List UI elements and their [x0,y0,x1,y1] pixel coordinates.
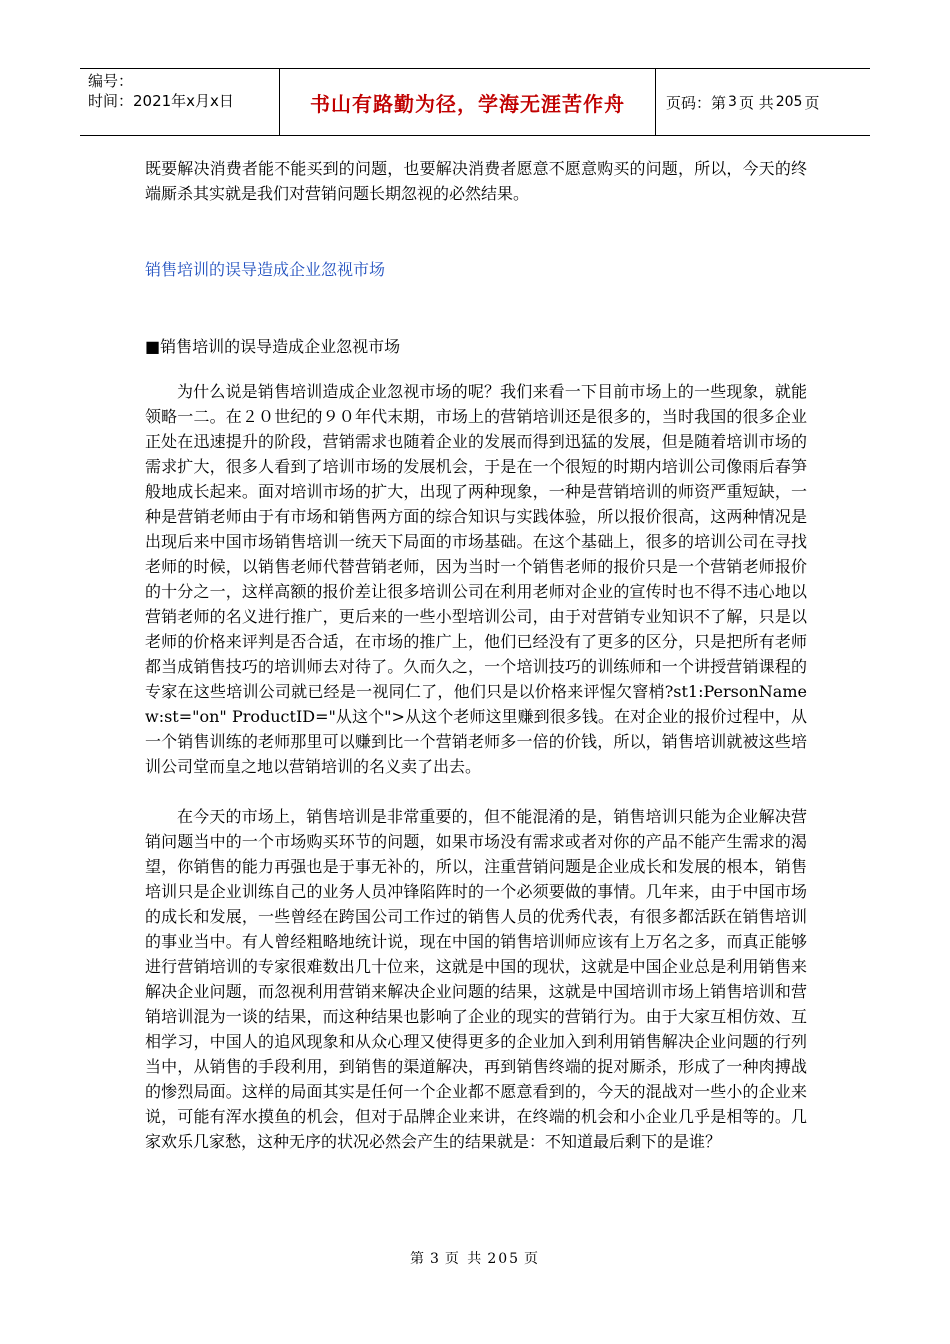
document-time-label: 时间：2021年x月x日 [88,92,234,110]
header-page-current: 3 [728,94,737,110]
section-heading: ■销售培训的误导造成企业忽视市场 [145,337,401,356]
footer-suffix: 页 [524,1251,541,1267]
footer-prefix: 第 [409,1251,426,1267]
header-page-prefix: 页码：第 [666,93,727,112]
header-page-suffix: 页 [804,93,820,112]
section-link-heading[interactable]: 销售培训的误导造成企业忽视市场 [145,260,386,279]
header-motto: 书山有路勤为径，学海无涯苦作舟 [280,69,656,135]
footer-page-current: 3 [429,1251,441,1267]
paragraph-intro: 既要解决消费者能不能买到的问题，也要解决消费者愿意不愿意购买的问题，所以，今天的终端厮杀其实就是我们对营销问题长期忽视的必然结果。 [145,159,807,203]
page-footer [0,1248,950,1268]
header-meta [80,69,280,135]
paragraph-body-2: 在今天的市场上，销售培训是非常重要的，但不能混淆的是，销售培训只能为企业解决营销问题当中的一个市场购买环节的问题，如果市场没有需求或者对你的产品不能产生需求的渴望，你销售的能力再强也是于事无补的，所以，注重营销问题是企业成长和发展的根本，销售培训只是企业训练自己的业务人员冲锋陷阵时的一个必须要做的事情。几年来，由于中国市场的成长和发展，一些曾经在跨国公司工作过的销售人员的优秀代表，有很多都活跃在销售培训的事业当中。有人曾经粗略地统计说，现在中国的销售培训师应该有上万名之多，而真正能够进行营销培训的专家很难数出几十位来，这就是中国的现状，这就是中国企业总是利用销售来解决企业问题，而忽视利用营销来解决企业问题的结果，这就是中国培训市场上销售培训和营销培训混为一谈的结果，而这种结果也影响了企业的现实的营销行为。由于大家互相仿效、互相学习，中国人的追风现象和从众心理又使得更多的企业加入到利用销售解决企业问题的行列当中，从销售的手段利用，到销售的渠道解决，再到销售终端的捉对厮杀，形成了一种肉搏战的惨烈局面。这样的局面其实是任何一个企业都不愿意看到的，今天的混战对一些小的企业来说，可能有浑水摸鱼的机会，但对于品牌企业来讲，在终端的机会和小企业几乎是相等的。几家欢乐几家愁，这种无序的状况必然会产生的结果就是：不知道最后剩下的是谁？ [145,807,807,1151]
page-header [80,68,870,136]
footer-page-total: 205 [487,1251,521,1267]
header-page-number [656,69,870,135]
header-page-middle: 页 共 [738,93,774,112]
document-number-label: 编号： [88,72,134,90]
document-body [145,156,807,1154]
footer-middle: 页 共 [444,1251,484,1267]
header-page-total: 205 [775,94,803,110]
paragraph-body-1: 为什么说是销售培训造成企业忽视市场的呢？我们来看一下目前市场上的一些现象，就能领略一二。在２０世纪的９０年代末期，市场上的营销培训还是很多的，当时我国的很多企业正处在迅速提升的阶段，营销需求也随着企业的发展而得到迅猛的发展，但是随着培训市场的需求扩大，很多人看到了培训市场的发展机会，于是在一个很短的时期内培训公司像雨后春笋般地成长起来。面对培训市场的扩大，出现了两种现象，一种是营销培训的师资严重短缺，一种是营销老师由于有市场和销售两方面的综合知识与实践体验，所以报价很高，这两种情况是出现后来中国市场销售培训一统天下局面的市场基础。在这个基础上，很多的培训公司在寻找老师的时候，以销售老师代替营销老师，因为当时一个销售老师的报价只是一个营销老师报价的十分之一，这样高额的报价差让很多培训公司在利用老师对企业的宣传时也不得不违心地以营销老师的名义进行推广，更后来的一些小型培训公司，由于对营销专业知识不了解，只是以老师的价格来评判是否合适，在市场的推广上，他们已经没有了更多的区分，只是把所有老师都当成销售技巧的培训师去对待了。久而久之，一个培训技巧的训练师和一个讲授营销课程的专家在这些培训公司就已经是一视同仁了，他们只是以价格来评惺欠窨梢?st1:PersonName w:st="on" ProductID="从这个">从这个老师这里赚到很多钱。在对企业的报价过程中，从一个销售训练的老师那里可以赚到比一个营销老师多一倍的价钱，所以，销售培训就被这些培训公司堂而皇之地以营销培训的名义卖了出去。 [145,382,807,776]
